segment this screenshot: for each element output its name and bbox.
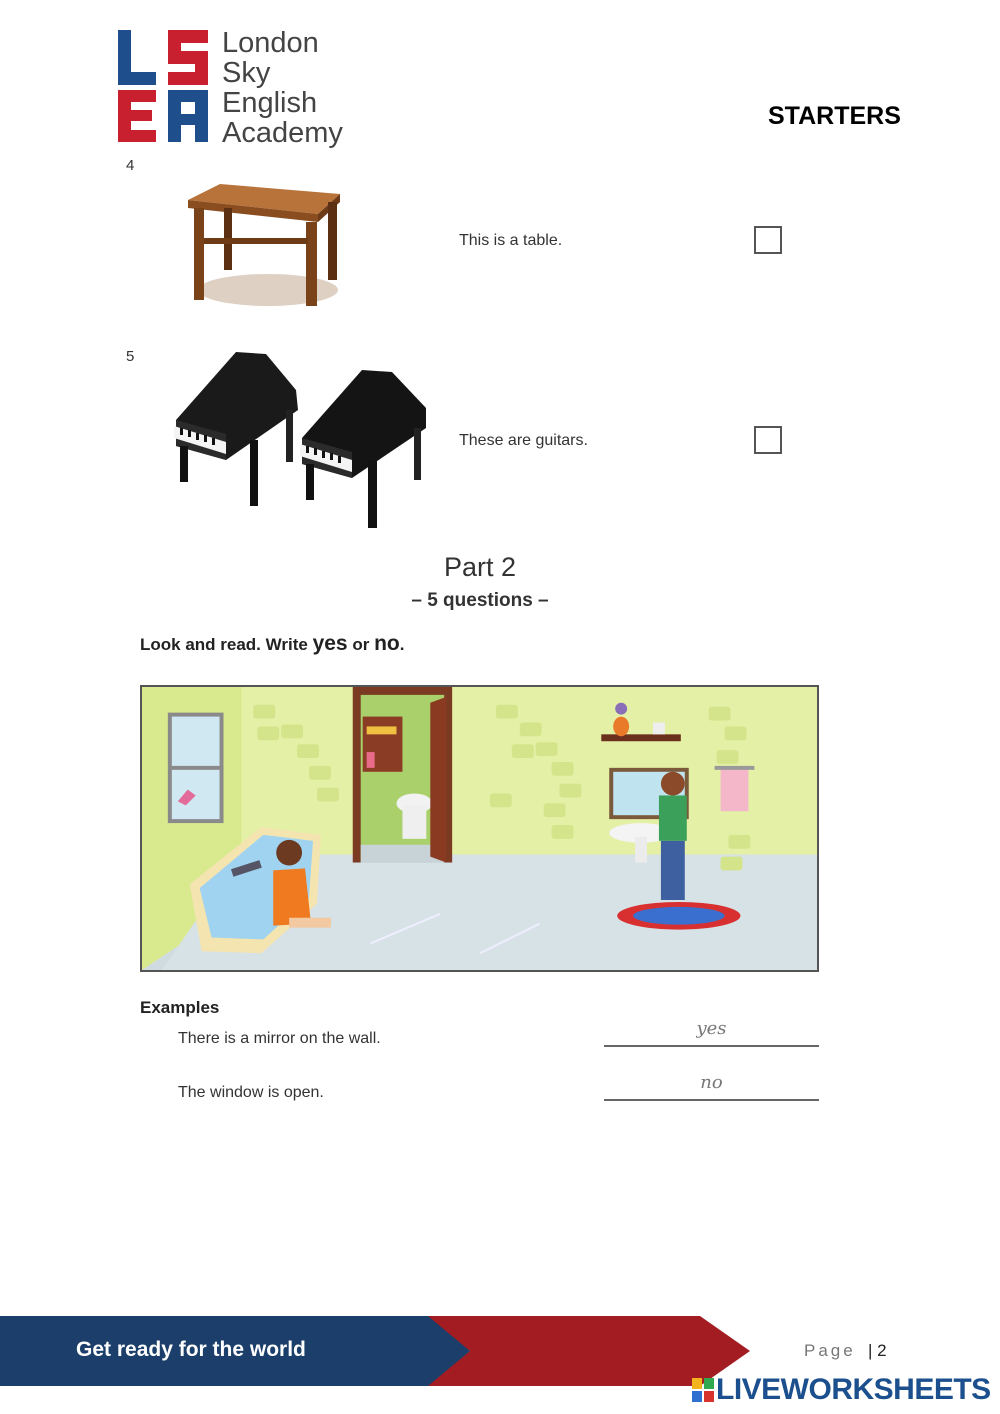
pianos-image: [166, 350, 432, 530]
part-subtitle: – 5 questions –: [411, 590, 549, 611]
academy-logo-icon: [118, 30, 208, 142]
answer-line: [604, 1099, 819, 1101]
page-number: | 2: [868, 1341, 887, 1360]
example-answer: no: [700, 1072, 723, 1093]
question-number: 4: [126, 157, 135, 174]
instruction-end: .: [399, 635, 405, 654]
logo-text-line-2: Sky: [222, 57, 271, 89]
answer-checkbox[interactable]: [754, 426, 782, 454]
instruction-yes: yes: [312, 632, 348, 655]
logo-text-line-1: London: [222, 27, 319, 59]
instruction-no: no: [374, 632, 400, 655]
part-title: Part 2: [443, 552, 517, 582]
instructions: [140, 632, 404, 656]
instruction-or: or: [352, 635, 370, 654]
question-statement: These are guitars.: [459, 432, 588, 449]
page-label: Page: [804, 1341, 856, 1360]
logo-text-line-4: Academy: [222, 117, 343, 149]
bathroom-scene-image: [140, 685, 819, 972]
answer-line: [604, 1045, 819, 1047]
question-statement: This is a table.: [459, 232, 563, 249]
logo-text-line-3: English: [222, 87, 318, 119]
example-statement: There is a mirror on the wall.: [178, 1030, 381, 1047]
answer-checkbox[interactable]: [754, 226, 782, 254]
table-image: [180, 180, 350, 312]
examples-heading: Examples: [140, 998, 220, 1017]
liveworksheets-brand: LIVEWORKSHEETS: [716, 1373, 991, 1406]
level-label: STARTERS: [768, 102, 901, 130]
question-number: 5: [126, 348, 135, 365]
liveworksheets-logo-icon: [692, 1378, 714, 1402]
example-answer: yes: [696, 1018, 727, 1039]
example-statement: The window is open.: [178, 1084, 324, 1101]
instruction-text: Look and read. Write: [140, 635, 308, 654]
footer-tagline: Get ready for the world: [76, 1338, 306, 1361]
